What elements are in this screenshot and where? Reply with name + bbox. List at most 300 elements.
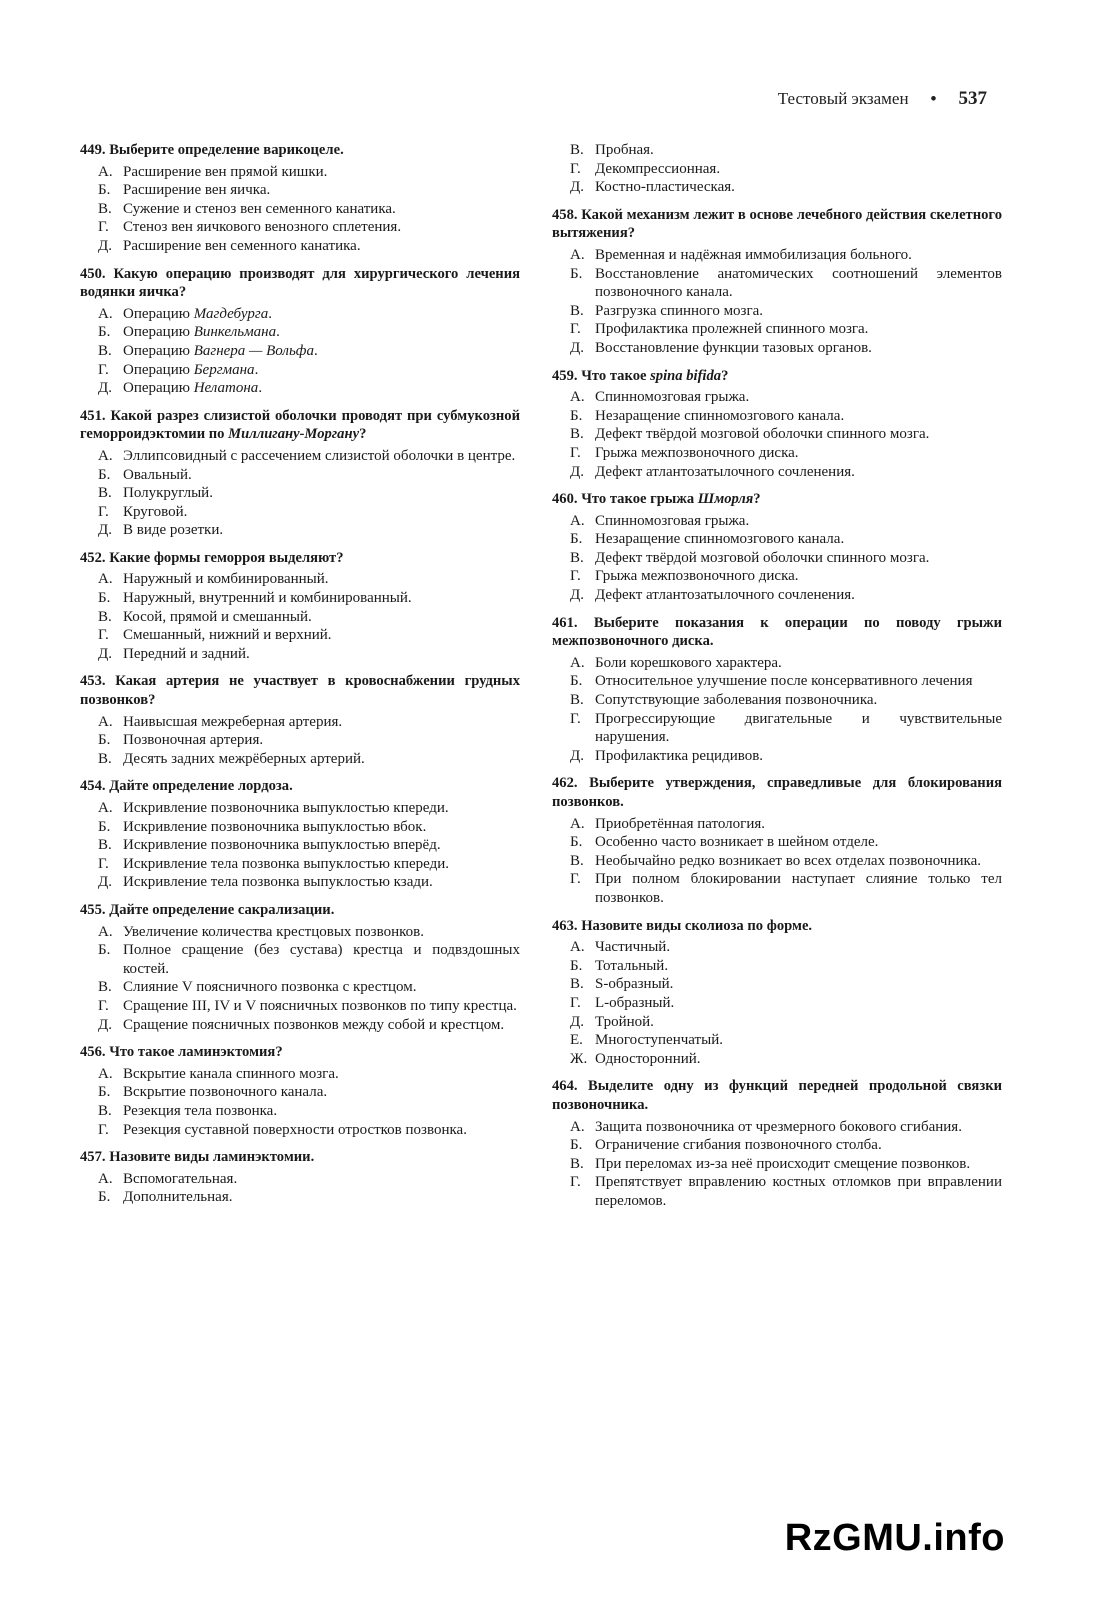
answer-option: [570, 388, 1002, 407]
option-letter: А.: [98, 305, 113, 322]
option-letter: А.: [570, 389, 585, 406]
option-italic-name: Нелатона: [193, 380, 259, 397]
answer-option: [98, 923, 520, 942]
option-text: Круговой.: [123, 503, 188, 520]
option-letter: В.: [570, 142, 584, 158]
option-letter: В.: [570, 426, 584, 443]
answer-option: [570, 975, 1002, 994]
question-block: [552, 614, 1002, 766]
answer-option: [570, 747, 1002, 766]
option-letter: Б.: [570, 531, 583, 548]
answer-option: [570, 938, 1002, 957]
option-letter: В.: [98, 837, 112, 854]
option-text: Дефект атлантозатылочного сочленения.: [595, 587, 855, 604]
answer-option: [570, 654, 1002, 673]
option-letter: В.: [570, 1155, 584, 1172]
option-text: Дефект твёрдой мозговой оболочки спинного мозга.: [595, 549, 930, 566]
question-body: Дайте определение лордоза.: [109, 778, 293, 795]
option-text: Сопутствующие заболевания позвоночника.: [595, 692, 878, 709]
answer-option: [570, 265, 1002, 302]
question-italic-term: spina bifida: [650, 367, 722, 384]
option-letter: А.: [570, 512, 585, 529]
question-block: [552, 774, 1002, 907]
answer-option: [98, 466, 520, 485]
option-tail: .: [268, 305, 272, 322]
option-text: Десять задних межрёберных артерий.: [123, 750, 365, 767]
question-number: 455.: [80, 901, 106, 918]
answer-option: [98, 589, 520, 608]
answer-option: [570, 463, 1002, 482]
answer-option: [98, 978, 520, 997]
option-text: Полное сращение (без сустава) крестца и подвздошных костей.: [123, 942, 520, 977]
option-letter: Д.: [98, 1016, 112, 1033]
option-text: Многоступенчатый.: [595, 1032, 723, 1049]
answer-option: [570, 1155, 1002, 1174]
answer-option: [98, 1083, 520, 1102]
question-text: [552, 774, 1002, 811]
question-body: Выберите показания к операции по поводу грыжи межпозвоночного диска.: [552, 614, 1003, 650]
answer-option: [98, 181, 520, 200]
question-italic-term: Шморля: [697, 491, 754, 508]
answer-options: [552, 938, 1002, 1068]
option-letter: Д.: [570, 463, 584, 480]
answer-option: [98, 200, 520, 219]
option-text: Дефект атлантозатылочного сочленения.: [595, 463, 855, 480]
answer-option: [570, 870, 1002, 907]
option-text: Приобретённая патология.: [595, 815, 765, 832]
option-letter: Г.: [98, 1121, 109, 1138]
option-text: Разгрузка спинного мозга.: [595, 302, 764, 319]
option-letter: А.: [570, 939, 585, 956]
option-letter: Г.: [570, 994, 581, 1011]
option-text: Резекция тела позвонка.: [123, 1102, 278, 1119]
answer-option: [98, 447, 520, 466]
answer-option: [98, 1016, 520, 1035]
option-letter: Г.: [570, 1174, 581, 1191]
option-text: Резекция суставной поверхности отростков позвонка.: [123, 1121, 467, 1138]
answer-option: [570, 320, 1002, 339]
question-body: Выделите одну из функций передней продольной связки позвоночника.: [552, 1078, 1003, 1113]
answer-options: [552, 654, 1002, 766]
answer-option: [570, 672, 1002, 691]
question-text: [80, 1043, 520, 1062]
question-block: [80, 777, 520, 892]
answer-option: [98, 1065, 520, 1084]
question-block: [552, 490, 1002, 605]
question-block: [552, 206, 1002, 358]
option-letter: В.: [98, 1102, 112, 1119]
answer-option: [98, 163, 520, 182]
question-text: [552, 1077, 1002, 1114]
answer-option: [98, 608, 520, 627]
answer-option: [98, 731, 520, 750]
answer-options: [552, 512, 1002, 605]
question-text: [80, 549, 520, 568]
option-text: L-образный.: [595, 994, 675, 1011]
option-letter: Д.: [98, 380, 112, 397]
question-number: 454.: [80, 778, 106, 795]
option-text: Смешанный, нижний и верхний.: [123, 627, 332, 644]
option-tail: .: [254, 361, 259, 378]
option-letter: Е.: [570, 1032, 583, 1049]
question-number: 457.: [80, 1149, 106, 1166]
answer-option: [98, 379, 520, 398]
option-letter: Б.: [98, 732, 111, 749]
question-block: [552, 1077, 1002, 1210]
answer-option: [570, 1013, 1002, 1032]
question-text: [552, 614, 1002, 651]
option-italic-name: Магдебурга: [193, 305, 269, 322]
option-letter: А.: [570, 815, 585, 832]
running-title: Тестовый экзамен: [777, 89, 909, 108]
answer-options: [552, 246, 1002, 358]
question-block: [80, 901, 520, 1034]
answer-option: [98, 873, 520, 892]
option-text: Особенно часто возникает в шейном отделе.: [595, 834, 879, 851]
option-letter: Б.: [98, 466, 111, 483]
answer-options: [80, 713, 520, 769]
option-letter: А.: [98, 571, 113, 588]
answer-option: [570, 444, 1002, 463]
question-tail: ?: [359, 426, 367, 443]
answer-option: [570, 710, 1002, 747]
answer-options: [80, 305, 520, 398]
question-number: 456.: [80, 1044, 106, 1061]
option-text: При переломах из-за неё происходит смещение позвонков.: [595, 1155, 971, 1172]
option-letter: Ж.: [570, 1050, 588, 1067]
question-text: [80, 777, 520, 796]
option-letter: Г.: [98, 219, 109, 236]
option-text: Односторонний.: [595, 1050, 701, 1067]
option-text: Незаращение спинномозгового канала.: [595, 407, 845, 424]
answer-option: [570, 512, 1002, 531]
question-block: [552, 367, 1002, 482]
question-body: Дайте определение сакрализации.: [109, 901, 335, 918]
question-text: [80, 265, 520, 302]
answer-option: [570, 178, 1002, 197]
question-block: [552, 141, 1002, 197]
answer-option: [98, 570, 520, 589]
question-number: 464.: [552, 1078, 578, 1095]
answer-option: [570, 994, 1002, 1013]
question-number: 453.: [80, 673, 106, 690]
question-body: Какие формы геморроя выделяют?: [109, 549, 344, 566]
option-letter: А.: [98, 800, 113, 816]
answer-option: [570, 302, 1002, 321]
question-text: [80, 901, 520, 920]
question-body: Назовите виды сколиоза по форме.: [581, 917, 813, 934]
option-text: Косой, прямой и смешанный.: [123, 608, 312, 625]
running-header: [778, 88, 987, 110]
answer-option: [570, 407, 1002, 426]
answer-option: [98, 342, 520, 361]
option-letter: В.: [570, 549, 584, 566]
option-letter: А.: [570, 1118, 585, 1135]
option-text: Передний и задний.: [123, 645, 250, 662]
answer-option: [570, 530, 1002, 549]
option-text: Операцию: [123, 342, 194, 359]
answer-option: [98, 799, 520, 818]
question-text: [80, 1148, 520, 1167]
answer-option: [98, 361, 520, 380]
option-tail: .: [276, 324, 280, 341]
option-letter: Д.: [570, 1013, 584, 1030]
page-number: 537: [958, 88, 987, 109]
answer-option: [98, 218, 520, 237]
option-letter: Д.: [570, 747, 584, 764]
question-number: 449.: [80, 142, 106, 158]
answer-option: [98, 323, 520, 342]
option-text: Наружный и комбинированный.: [123, 571, 329, 588]
answer-option: [98, 941, 520, 978]
option-text: Дефект твёрдой мозговой оболочки спинного мозга.: [595, 426, 930, 443]
option-letter: Б.: [570, 407, 583, 424]
answer-option: [570, 691, 1002, 710]
option-text: Операцию: [123, 361, 194, 378]
option-letter: Д.: [570, 179, 584, 196]
answer-option: [570, 246, 1002, 265]
question-text: [80, 672, 520, 709]
option-text: Расширение вен семенного канатика.: [123, 237, 361, 254]
answer-option: [98, 1121, 520, 1140]
question-number: 459.: [552, 367, 578, 384]
option-text: Грыжа межпозвоночного диска.: [595, 444, 799, 461]
option-letter: Д.: [98, 645, 112, 662]
option-text: Препятствует вправлению костных отломков при вправлении переломов.: [595, 1174, 1002, 1209]
option-letter: Б.: [98, 1084, 111, 1101]
option-text: Расширение вен яичка.: [123, 182, 271, 199]
option-text: Слияние V поясничного позвонка с крестцом.: [123, 979, 417, 996]
option-text: Искривление позвоночника выпуклостью вбок.: [123, 818, 427, 835]
option-letter: Д.: [570, 587, 584, 604]
answer-options: [80, 1170, 520, 1207]
option-text: Дополнительная.: [123, 1189, 233, 1206]
option-letter: В.: [570, 692, 584, 709]
option-letter: А.: [98, 163, 113, 180]
option-text: Костно-пластическая.: [595, 179, 735, 196]
question-body: Выберите определение варикоцеле.: [109, 142, 344, 158]
option-text: S-образный.: [595, 976, 674, 993]
answer-option: [98, 1188, 520, 1207]
option-text: Профилактика пролежней спинного мозга.: [595, 321, 869, 338]
option-letter: А.: [98, 447, 113, 464]
option-italic-name: Бергмана: [193, 361, 255, 378]
answer-option: [570, 160, 1002, 179]
option-letter: Г.: [98, 503, 109, 520]
option-letter: В.: [98, 342, 112, 359]
option-text: Ограничение сгибания позвоночного столба.: [595, 1137, 882, 1154]
answer-option: [570, 549, 1002, 568]
question-number: 458.: [552, 206, 578, 223]
option-letter: Б.: [570, 265, 583, 282]
answer-option: [570, 1173, 1002, 1210]
option-letter: Б.: [98, 182, 111, 199]
option-tail: .: [313, 342, 318, 359]
option-text: При полном блокировании наступает слияние только тел позвонков.: [595, 871, 1002, 906]
option-letter: Б.: [98, 818, 111, 835]
option-letter: В.: [570, 976, 584, 993]
option-text: Сращение поясничных позвонков между собой и крестцом.: [123, 1016, 505, 1033]
answer-option: [98, 626, 520, 645]
option-letter: Б.: [570, 1137, 583, 1154]
option-letter: А.: [98, 713, 113, 730]
question-block: [80, 672, 520, 768]
option-letter: В.: [98, 750, 112, 767]
option-text: В виде розетки.: [123, 522, 224, 539]
watermark: RzGMU.info: [784, 1517, 1005, 1559]
question-body: Что такое: [581, 367, 651, 384]
question-block: [80, 549, 520, 664]
option-text: Спинномозговая грыжа.: [595, 512, 750, 529]
answer-option: [570, 1031, 1002, 1050]
option-text: Боли корешкового характера.: [595, 654, 782, 671]
option-letter: А.: [570, 654, 585, 671]
question-block: [552, 917, 1002, 1069]
option-letter: Б.: [570, 673, 583, 690]
option-text: Тотальный.: [595, 957, 669, 974]
question-number: 461.: [552, 614, 578, 631]
answer-option: [98, 503, 520, 522]
question-block: [80, 1043, 520, 1139]
option-text: Наружный, внутренний и комбинированный.: [123, 590, 412, 607]
option-text: Овальный.: [123, 466, 192, 483]
option-text: Вскрытие канала спинного мозга.: [123, 1065, 339, 1082]
option-letter: В.: [98, 200, 112, 217]
answer-options: [552, 141, 1002, 197]
option-letter: Г.: [570, 568, 581, 585]
option-letter: Г.: [98, 855, 109, 872]
answer-options: [80, 923, 520, 1035]
answer-option: [570, 425, 1002, 444]
answer-option: [570, 852, 1002, 871]
answer-option: [98, 305, 520, 324]
question-body: Назовите виды ламинэктомии.: [109, 1149, 315, 1166]
question-italic-term: Миллигану-Моргану: [228, 426, 360, 443]
answer-option: [98, 855, 520, 874]
answer-option: [98, 997, 520, 1016]
option-tail: .: [258, 380, 263, 397]
option-text: Восстановление функции тазовых органов.: [595, 339, 872, 356]
question-body: Какой разрез слизистой оболочки проводят при субмукозной геморроидэктомии по: [80, 407, 520, 443]
question-number: 460.: [552, 491, 578, 508]
option-letter: А.: [98, 1065, 113, 1082]
answer-option: [98, 818, 520, 837]
question-number: 451.: [80, 407, 106, 424]
question-body: Что такое грыжа: [581, 491, 698, 508]
option-text: Операцию: [123, 324, 194, 341]
answer-option: [98, 750, 520, 769]
option-text: Сращение III, IV и V поясничных позвонков по типу крестца.: [123, 997, 517, 1014]
answer-options: [80, 447, 520, 540]
option-text: Восстановление анатомических соотношений элементов позвоночного канала.: [595, 265, 1002, 301]
option-text: Искривление тела позвонка выпуклостью кзади.: [123, 874, 433, 891]
option-text: Грыжа межпозвоночного диска.: [595, 568, 799, 585]
question-number: 450.: [80, 265, 106, 282]
question-number: 463.: [552, 917, 578, 934]
question-text: [552, 367, 1002, 386]
answer-options: [80, 570, 520, 663]
option-text: Временная и надёжная иммобилизация больного.: [595, 246, 912, 263]
option-text: Вскрытие позвоночного канала.: [123, 1084, 328, 1101]
option-letter: Д.: [98, 237, 112, 254]
option-letter: Б.: [570, 834, 583, 851]
option-letter: В.: [98, 979, 112, 996]
option-letter: Д.: [98, 874, 112, 891]
question-block: [80, 141, 520, 256]
option-letter: Г.: [98, 627, 109, 644]
option-text: Незаращение спинномозгового канала.: [595, 531, 845, 548]
answer-option: [570, 339, 1002, 358]
answer-option: [570, 1136, 1002, 1155]
option-text: Эллипсовидный с рассечением слизистой оболочки в центре.: [123, 447, 516, 464]
option-text: Операцию: [123, 380, 194, 397]
answer-option: [570, 567, 1002, 586]
question-text: [552, 917, 1002, 936]
option-letter: А.: [98, 1170, 113, 1187]
question-body: Что такое ламинэктомия?: [109, 1044, 283, 1061]
option-text: Частичный.: [595, 939, 671, 956]
option-text: Искривление позвоночника выпуклостью кпереди.: [123, 800, 449, 816]
question-body: Какая артерия не участвует в кровоснабжении грудных позвонков?: [80, 673, 521, 709]
option-letter: В.: [98, 485, 112, 502]
option-letter: Г.: [570, 444, 581, 461]
option-text: Относительное улучшение после консервативного лечения: [595, 673, 973, 690]
option-text: Позвоночная артерия.: [123, 732, 264, 749]
answer-options: [552, 388, 1002, 481]
option-letter: Г.: [570, 710, 581, 727]
answer-option: [98, 836, 520, 855]
option-text: Расширение вен прямой кишки.: [123, 163, 328, 180]
option-letter: Г.: [570, 160, 581, 177]
question-text: [80, 141, 520, 160]
question-body: Выберите утверждения, справедливые для блокирования позвонков.: [552, 775, 1002, 810]
answer-option: [570, 1118, 1002, 1137]
answer-option: [98, 713, 520, 732]
answer-options: [80, 1065, 520, 1139]
answer-option: [98, 237, 520, 256]
question-text: [552, 490, 1002, 509]
question-block: [80, 407, 520, 540]
option-text: Операцию: [123, 305, 194, 322]
answer-option: [570, 833, 1002, 852]
answer-option: [570, 141, 1002, 160]
option-text: Сужение и стеноз вен семенного канатика.: [123, 200, 396, 217]
option-letter: Д.: [570, 339, 584, 356]
question-body: Какой механизм лежит в основе лечебного действия скелетного вытяжения?: [552, 206, 1002, 242]
answer-options: [552, 815, 1002, 908]
option-letter: Б.: [98, 1189, 111, 1206]
option-letter: Г.: [570, 871, 581, 888]
option-text: Пробная.: [595, 142, 654, 158]
header-separator: •: [930, 89, 937, 108]
option-letter: Б.: [98, 590, 111, 607]
option-text: Наивысшая межреберная артерия.: [123, 713, 343, 730]
answer-option: [98, 484, 520, 503]
option-text: Профилактика рецидивов.: [595, 747, 764, 764]
question-number: 452.: [80, 549, 106, 566]
answer-option: [98, 521, 520, 540]
option-text: Защита позвоночника от чрезмерного бокового сгибания.: [595, 1118, 962, 1135]
option-letter: Г.: [98, 997, 109, 1014]
option-letter: Г.: [98, 361, 109, 378]
option-text: Прогрессирующие двигательные и чувствительные нарушения.: [595, 710, 1002, 746]
answer-option: [98, 645, 520, 664]
option-text: Тройной.: [595, 1013, 654, 1030]
right-column: [552, 141, 1002, 1219]
option-text: Искривление позвоночника выпуклостью вперёд.: [123, 837, 441, 854]
question-text: [552, 206, 1002, 243]
option-letter: Д.: [98, 522, 112, 539]
